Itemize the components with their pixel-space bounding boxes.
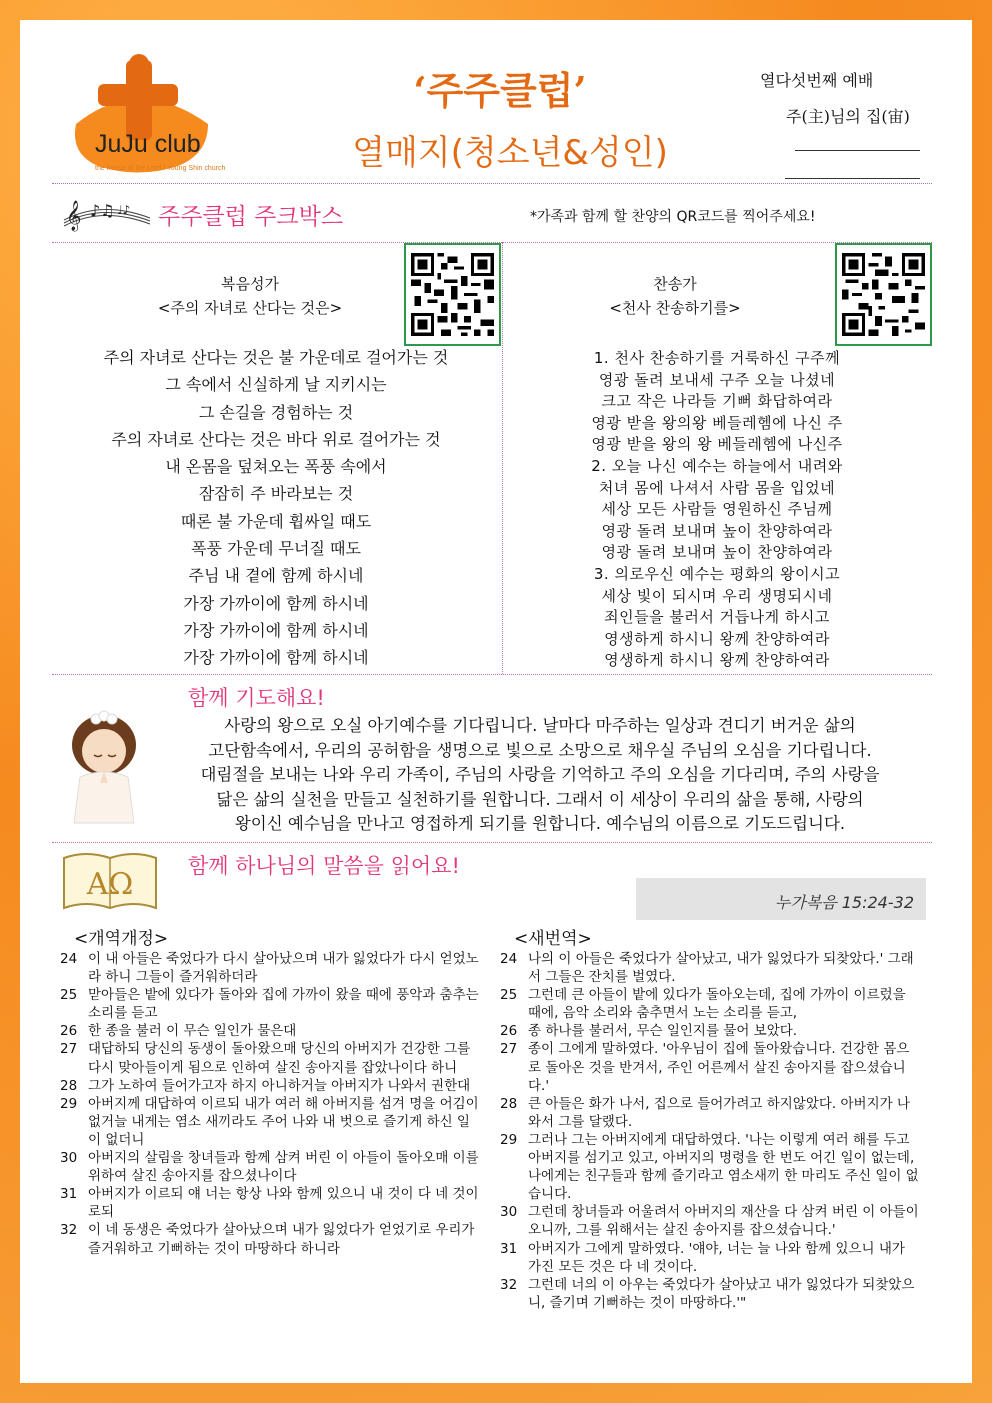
gospel-song-lyrics <box>60 344 492 672</box>
lyric-line: 1. 천사 찬송하기를 거룩하신 구주께 <box>593 349 841 367</box>
verse-row <box>500 950 922 986</box>
hymn-lyrics <box>512 348 922 672</box>
verse-row <box>500 1203 922 1239</box>
verse-row <box>500 1240 922 1276</box>
verse-text: 대답하되 당신의 동생이 돌아왔으매 당신의 아버지가 건강한 그를 다시 맞아들이게 됨으로 인하여 살진 송아지를 잡았나이다 하니 <box>88 1041 471 1076</box>
alpha-omega-text: AΩ <box>86 867 134 902</box>
jukebox-title: 주주클럽 주크박스 <box>158 204 344 230</box>
scripture-reference: 누가복음 15:24-32 <box>774 893 914 912</box>
verse-number: 24 <box>60 951 78 967</box>
qr-note: *가족과 함께 할 찬양의 QR코드를 찍어주세요! <box>530 209 816 225</box>
verse-row <box>500 986 922 1022</box>
svg-text:𝄞: 𝄞 <box>66 201 82 231</box>
verse-number: 28 <box>60 1077 78 1094</box>
verse-text: 이 네 동생은 죽었다가 살아났으며 내가 잃었다가 얻었기로 우리가 즐거워하고 기뻐하는 것이 마땅하다 하니라 <box>88 1222 475 1257</box>
divider <box>52 842 932 843</box>
lyric-line: 처녀 몸에 나셔서 사람 몸을 입었네 <box>598 478 836 497</box>
verse-number: 28 <box>500 1095 518 1112</box>
verse-text: 아버지께 대답하여 이르되 내가 여러 해 아버지를 섬겨 명을 어김이 없거늘 내게는 염소 새끼라도 주어 나와 내 벗으로 즐기게 하신 일이 없더니 <box>88 1095 479 1148</box>
prayer-line: 사랑의 왕으로 오실 아기예수를 기다립니다. 날마다 마주하는 일상과 견디기 버거운 삶의 <box>224 716 856 735</box>
alpha-omega-book-icon <box>60 848 160 914</box>
left-version-title: <개역개정> <box>74 929 169 949</box>
lyric-line: 주님 내 곁에 함께 하시네 <box>188 566 364 586</box>
lyric-line: 영생하게 하시니 왕께 찬양하여라 <box>604 651 830 670</box>
verse-number: 30 <box>500 1204 518 1221</box>
svg-text:♪♫: ♪♫ <box>90 201 115 220</box>
verse-number: 26 <box>60 1023 78 1040</box>
lyric-line: 가장 가까이에 함께 하시네 <box>183 648 369 668</box>
verse-text: 아버지의 살림을 창녀들과 함께 삼켜 버린 이 아들이 돌아오매 이를 위하여 살진 송아지를 잡으셨나이다 <box>88 1150 479 1185</box>
lyric-line: 영광 돌려 보내며 높이 찬양하여라 <box>601 543 833 562</box>
right-version-title: <새번역> <box>514 929 592 949</box>
lyric-line: 잠잠히 주 바라보는 것 <box>198 484 354 504</box>
gospel-song-category: 복음성가 <box>221 275 279 293</box>
verse-row <box>60 1221 480 1257</box>
verse-text: 아버지가 이르되 얘 너는 항상 나와 함께 있으니 내 것이 다 네 것이로되 <box>88 1186 479 1221</box>
lyric-line: 그 손길을 경험하는 것 <box>198 402 354 422</box>
verse-text: 그런데 창녀들과 어울려서 아버지의 재산을 다 삼켜 버린 이 아들이 오니까, 그를 위해서는 살진 송아지를 잡으셨습니다.' <box>528 1204 919 1239</box>
verse-text: 나의 이 아들은 죽었다가 살아났고, 내가 잃었다가 되찾았다.' 그래서 그들은 잔치를 벌였다. <box>528 951 914 986</box>
verse-row <box>60 1040 480 1076</box>
prayer-line: 고단함속에서, 우리의 공허함을 생명으로 빛으로 소망으로 채우실 주님의 오심을 기다립니다. <box>208 740 872 760</box>
blank-line <box>795 150 920 151</box>
lyric-line: 주의 자녀로 산다는 것은 바다 위로 걸어가는 것 <box>111 429 441 449</box>
verse-text: 그런데 너의 이 아우는 죽었다가 살아났고 내가 잃었다가 되찾았으니, 즐기며 기뻐하는 것이 마땅하다.'" <box>528 1276 915 1311</box>
verse-row <box>60 1149 480 1185</box>
lyric-line: 폭풍 가운데 무너질 때도 <box>191 539 361 559</box>
prayer-line: 왕이신 예수님을 만나고 영접하게 되기를 원합니다. 예수님의 이름으로 기도드립니다. <box>234 814 846 833</box>
verse-text: 맏아들은 밭에 있다가 돌아와 집에 가까이 왔을 때에 풍악과 춤추는 소리를 듣고 <box>88 987 479 1022</box>
verse-row <box>500 1040 922 1094</box>
praying-girl-icon <box>60 705 148 825</box>
logo-subtitle: the house of the Lord / Young Shin church <box>95 165 226 172</box>
verse-number: 31 <box>60 1186 78 1203</box>
divider <box>52 674 932 675</box>
verse-row <box>500 1095 922 1131</box>
newsletter-subtitle: 열매지(청소년&성인) <box>352 133 668 173</box>
verse-text: 그러나 그는 아버지에게 대답하였다. '나는 이렇게 여러 해를 두고 아버지를 섬기고 있고, 아버지의 명령을 한 번도 어긴 일이 없는데, 나에게는 친구들과 함께 즐기라고 염소새끼 한 마리도 주신 일이 없습니다. <box>528 1131 919 1203</box>
hymn-category: 찬송가 <box>653 275 697 293</box>
left-verses <box>60 950 480 1258</box>
verse-number: 29 <box>60 1095 78 1112</box>
gospel-song-heading <box>100 272 400 320</box>
scripture-heading: 함께 하나님의 말씀을 읽어요! <box>188 854 460 878</box>
verse-text: 이 내 아들은 죽었다가 다시 살아났으며 내가 잃었다가 다시 얻었노라 하니 그들이 즐거워하더라 <box>88 951 479 986</box>
service-label: 열다섯번째 예배 <box>760 71 874 90</box>
verse-row <box>500 1276 922 1312</box>
verse-row <box>60 1185 480 1221</box>
verse-row <box>60 1077 480 1095</box>
verse-row <box>60 1095 480 1149</box>
verse-number: 25 <box>60 987 78 1004</box>
newsletter-title: ‘주주클럽’ <box>413 68 587 113</box>
qr-pattern <box>842 250 925 339</box>
verse-row <box>500 1131 922 1203</box>
lyric-line: 영생하게 하시니 왕께 찬양하여라 <box>604 629 830 648</box>
column-divider <box>502 242 503 674</box>
gospel-song-name: <주의 자녀로 산다는 것은> <box>157 299 343 317</box>
verse-number: 24 <box>500 951 518 967</box>
logo-text: JuJu club <box>95 130 201 158</box>
verse-text: 종 하나를 불러서, 무슨 일인지를 물어 보았다. <box>528 1023 798 1040</box>
lyric-line: 세상 빛이 되시며 우리 생명되시네 <box>601 586 833 605</box>
lyric-line: 죄인들을 불러서 거듭나게 하시고 <box>604 608 830 627</box>
verse-row <box>60 1022 480 1040</box>
verse-number: 26 <box>500 1023 518 1040</box>
verse-number: 27 <box>500 1041 518 1058</box>
svg-text:♩♪: ♩♪ <box>117 203 131 217</box>
verse-number: 29 <box>500 1131 518 1148</box>
lyric-line: 크고 작은 나라들 기뻐 화답하여라 <box>601 392 833 411</box>
lyric-line: 영광 받을 왕의왕 베들레헴에 나신 주 <box>591 413 843 432</box>
verse-row <box>60 950 480 986</box>
lyric-line: 가장 가까이에 함께 하시네 <box>183 620 369 640</box>
music-notes-icon <box>62 190 152 235</box>
qr-code-icon[interactable] <box>835 243 932 346</box>
verse-number: 27 <box>60 1041 78 1058</box>
qr-code-icon[interactable] <box>404 243 501 346</box>
hymn-heading <box>540 272 810 320</box>
scripture-reference-box <box>636 878 926 920</box>
divider <box>52 183 932 184</box>
lyric-line: 주의 자녀로 산다는 것은 불 가운데로 걸어가는 것 <box>103 348 449 367</box>
verse-text: 큰 아들은 화가 나서, 집으로 들어가려고 하지않았다. 아버지가 나와서 그를 달랬다. <box>528 1095 910 1130</box>
lyric-line: 영광 받을 왕의 왕 베들레헴에 나신주 <box>591 435 843 454</box>
lyric-line: 영광 돌려 보내세 구주 오늘 나셨네 <box>598 370 836 389</box>
hymn-name: <천사 찬송하기를> <box>609 299 741 317</box>
verse-row <box>500 1022 922 1040</box>
prayer-line: 닮은 삶의 실천을 만들고 실천하기를 원합니다. 그래서 이 세상이 우리의 삶을 통해, 사랑의 <box>216 789 864 809</box>
right-verses <box>500 950 922 1312</box>
verse-number: 32 <box>500 1276 518 1293</box>
verse-text: 그런데 큰 아들이 밭에 있다가 돌아오는데, 집에 가까이 이르렀을 때에, 음악 소리와 춤추면서 노는 소리를 듣고, <box>528 987 906 1022</box>
lyric-line: 영광 돌려 보내며 높이 찬양하여라 <box>601 521 833 540</box>
verse-text: 한 종을 불러 이 무슨 일인가 물은대 <box>88 1023 297 1040</box>
verse-row <box>60 986 480 1022</box>
lyric-line: 내 온몸을 덮쳐오는 폭풍 속에서 <box>165 457 387 477</box>
lyric-line: 세상 모든 사람들 영원하신 주님께 <box>601 500 833 519</box>
verse-number: 32 <box>60 1222 78 1239</box>
prayer-line: 대림절을 보내는 나와 우리 가족이, 주님의 사랑을 기억하고 주의 오심을 기다리며, 주의 사랑을 <box>200 765 880 784</box>
verse-text: 그가 노하여 들어가고자 하지 아니하거늘 아버지가 나와서 권한대 <box>88 1077 471 1094</box>
lyric-line: 가장 가까이에 함께 하시네 <box>183 593 369 613</box>
lyric-line: 3. 의로우신 예수는 평화의 왕이시고 <box>593 564 841 583</box>
qr-pattern <box>411 250 494 339</box>
blank-line <box>785 178 920 179</box>
lyric-line: 2. 오늘 나신 예수는 하늘에서 내려와 <box>591 456 843 475</box>
prayer-heading: 함께 기도해요! <box>188 686 325 710</box>
verse-text: 종이 그에게 말하였다. '아우님이 집에 돌아왔습니다. 건강한 몸으로 돌아온 것을 반겨서, 주인 어른께서 살진 송아지를 잡으셨습니다.' <box>528 1041 910 1094</box>
prayer-text <box>160 714 920 837</box>
verse-number: 31 <box>500 1240 518 1257</box>
verse-text: 아버지가 그에게 말하였다. '얘야, 너는 늘 나와 함께 있으니 내가 가진 모든 것은 다 네 것이다. <box>528 1240 905 1275</box>
lyric-line: 그 속에서 신실하게 날 지키시는 <box>165 375 387 395</box>
house-label: 주(主)님의 집(宙) <box>786 107 910 126</box>
verse-number: 30 <box>60 1150 78 1167</box>
verse-number: 25 <box>500 987 518 1004</box>
lyric-line: 때론 불 가운데 휩싸일 때도 <box>180 511 372 531</box>
